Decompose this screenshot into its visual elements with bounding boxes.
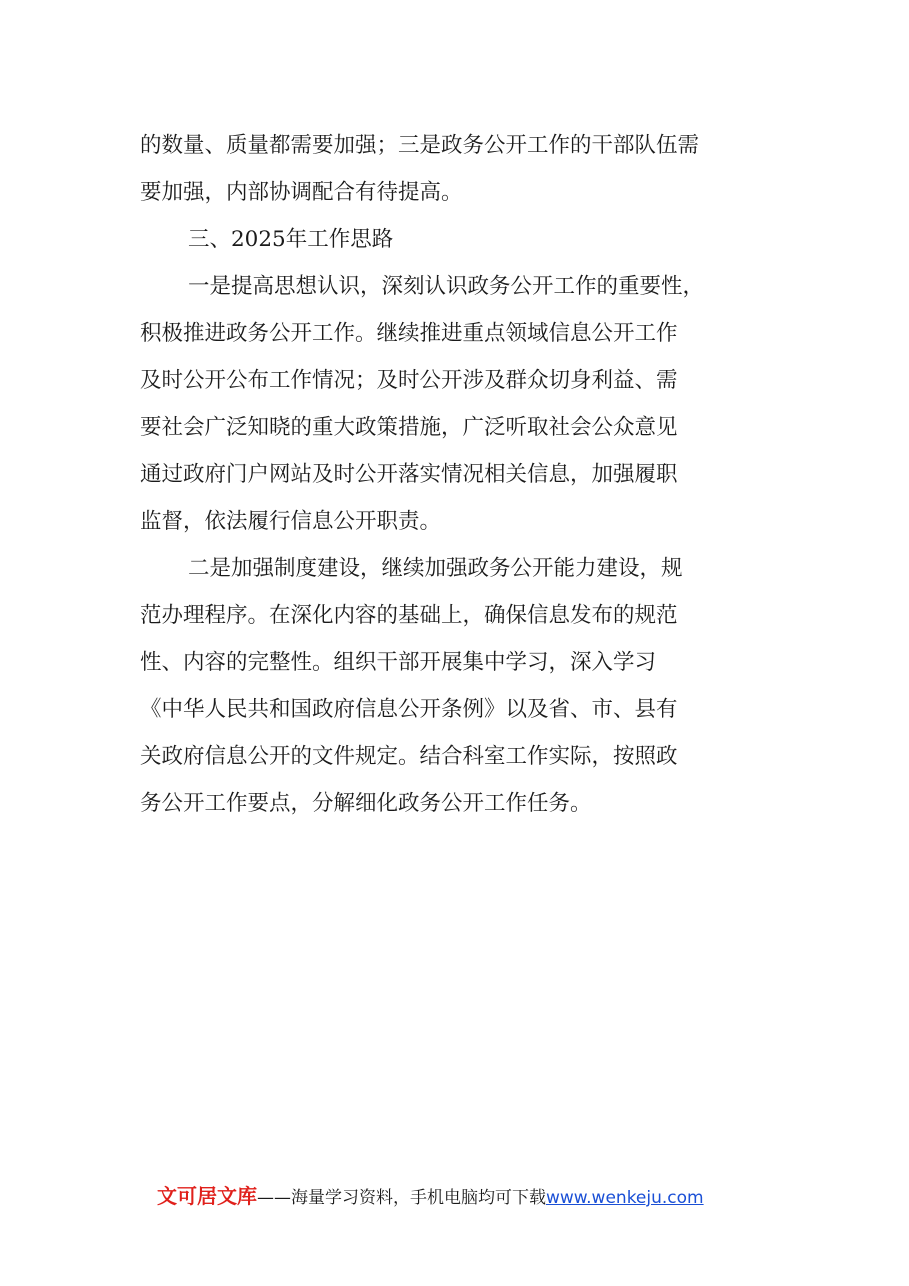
footer-brand: 文可居文库 bbox=[157, 1184, 257, 1208]
text-line: 要加强，内部协调配合有待提高。 bbox=[140, 180, 463, 205]
text-line: 关政府信息公开的文件规定。结合科室工作实际，按照政 bbox=[140, 744, 678, 769]
text-line: 及时公开公布工作情况；及时公开涉及群众切身利益、需 bbox=[140, 368, 678, 393]
text-line: 要社会广泛知晓的重大政策措施，广泛听取社会公众意见 bbox=[140, 415, 678, 440]
section-heading: 三、2025年工作思路 bbox=[188, 227, 394, 252]
text-line: 《中华人民共和国政府信息公开条例》以及省、市、县有 bbox=[140, 697, 678, 722]
page-footer bbox=[157, 1180, 704, 1212]
text-line: 的数量、质量都需要加强；三是政务公开工作的干部队伍需 bbox=[140, 133, 700, 158]
text-line: 务公开工作要点，分解细化政务公开工作任务。 bbox=[140, 791, 592, 816]
footer-site-link[interactable]: www.wenkeju.com bbox=[546, 1188, 704, 1208]
text-line: 监督，依法履行信息公开职责。 bbox=[140, 509, 442, 534]
text-line: 通过政府门户网站及时公开落实情况相关信息，加强履职 bbox=[140, 462, 678, 487]
paragraph-start: 二是加强制度建设，继续加强政务公开能力建设，规 bbox=[188, 556, 683, 581]
text-line: 积极推进政务公开工作。继续推进重点领域信息公开工作 bbox=[140, 321, 678, 346]
text-line: 性、内容的完整性。组织干部开展集中学习，深入学习 bbox=[140, 650, 657, 675]
paragraph-start: 一是提高思想认识，深刻认识政务公开工作的重要性， bbox=[188, 274, 705, 299]
footer-tagline: ——海量学习资料，手机电脑均可下载 bbox=[257, 1188, 546, 1208]
text-line: 范办理程序。在深化内容的基础上，确保信息发布的规范 bbox=[140, 603, 678, 628]
document-body bbox=[140, 122, 780, 827]
